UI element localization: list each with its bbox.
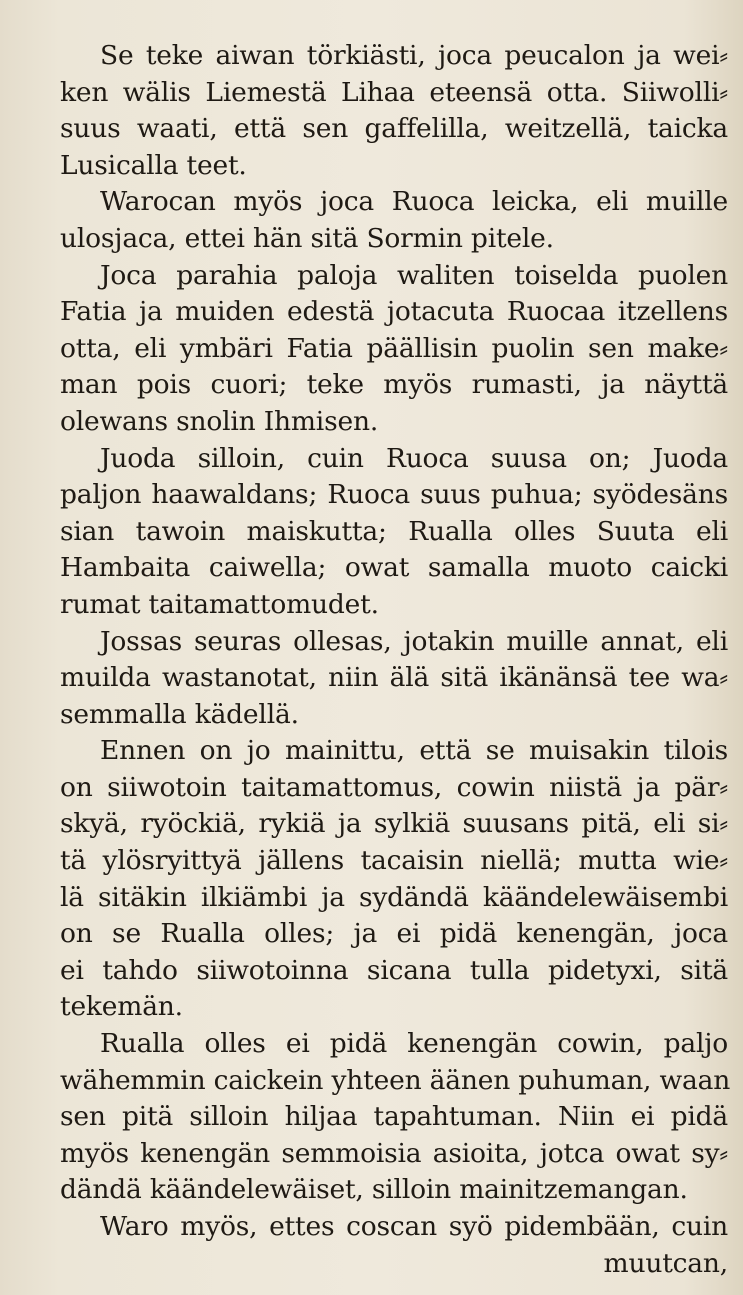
text-line: sen pitä silloin hiljaa tapahtuman. Niin ei pidä <box>60 1101 728 1133</box>
text-line: otta, eli ymbäri Fatia päällisin puolin sen make⸗ <box>60 332 728 364</box>
text-line: rumat taitamattomudet. <box>60 588 379 620</box>
text-line: ei tahdo siiwotoinna sicana tulla pidetyxi, sitä <box>60 954 728 986</box>
text-line: myös kenengän semmoisia asioita, jotca owat sy⸗ <box>60 1137 728 1169</box>
text-line: dändä käändelewäiset, silloin mainitzemangan. <box>60 1174 688 1206</box>
text-line: tä ylösryittyä jällens tacaisin niellä; mutta wie⸗ <box>60 845 728 877</box>
catchword: muutcan, <box>603 1247 728 1279</box>
text-line: skyä, ryöckiä, rykiä ja sylkiä suusans pitä, eli si⸗ <box>60 808 728 840</box>
text-line: lä sitäkin ilkiämbi ja sydändä käändelewäisembi <box>60 881 728 913</box>
text-line: semmalla kädellä. <box>60 698 299 730</box>
text-line: ulosjaca, ettei hän sitä Sormin pitele. <box>60 222 554 254</box>
text-line: Se teke aiwan törkiästi, joca peucalon ja wei⸗ <box>100 40 728 71</box>
text-line: on siiwotoin taitamattomus, cowin niistä ja pär⸗ <box>60 771 728 803</box>
text-line: tekemän. <box>60 991 183 1023</box>
text-line: wähemmin caickein yhteen äänen puhuman, waan <box>60 1064 731 1096</box>
text-line: Warocan myös joca Ruoca leicka, eli muille <box>100 186 728 218</box>
text-line: suus waati, että sen gaffelilla, weitzellä, taicka <box>60 113 728 145</box>
text-line: Joca parahia paloja waliten toiselda puolen <box>100 259 728 291</box>
text-line: Jossas seuras ollesas, jotakin muille annat, eli <box>100 625 728 657</box>
text-line: Lusicalla teet. <box>60 149 247 181</box>
text-line: muilda wastanotat, niin älä sitä ikänänsä tee wa⸗ <box>60 662 728 694</box>
text-line: paljon haawaldans; Ruoca suus puhua; syödesäns <box>60 479 728 511</box>
text-line: Juoda silloin, cuin Ruoca suusa on; Juoda <box>100 442 728 474</box>
text-line: on se Rualla olles; ja ei pidä kenengän, joca <box>60 918 728 950</box>
text-line: Ennen on jo mainittu, että se muisakin tilois <box>100 735 728 767</box>
text-line: Rualla olles ei pidä kenengän cowin, paljo <box>100 1028 728 1060</box>
text-line: Fatia ja muiden edestä jotacuta Ruocaa itzellens <box>60 296 728 328</box>
text-line: olewans snolin Ihmisen. <box>60 405 379 437</box>
text-line: ken wälis Liemestä Lihaa eteensä otta. Siiwolli⸗ <box>60 76 728 108</box>
text-line: man pois cuori; teke myös rumasti, ja näyttä <box>60 369 728 401</box>
page-text <box>60 38 731 1282</box>
text-line: Hambaita caiwella; owat samalla muoto caicki <box>60 552 728 584</box>
text-line: sian tawoin maiskutta; Rualla olles Suuta eli <box>60 515 728 547</box>
text-line: Waro myös, ettes coscan syö pidembään, cuin <box>100 1211 728 1242</box>
